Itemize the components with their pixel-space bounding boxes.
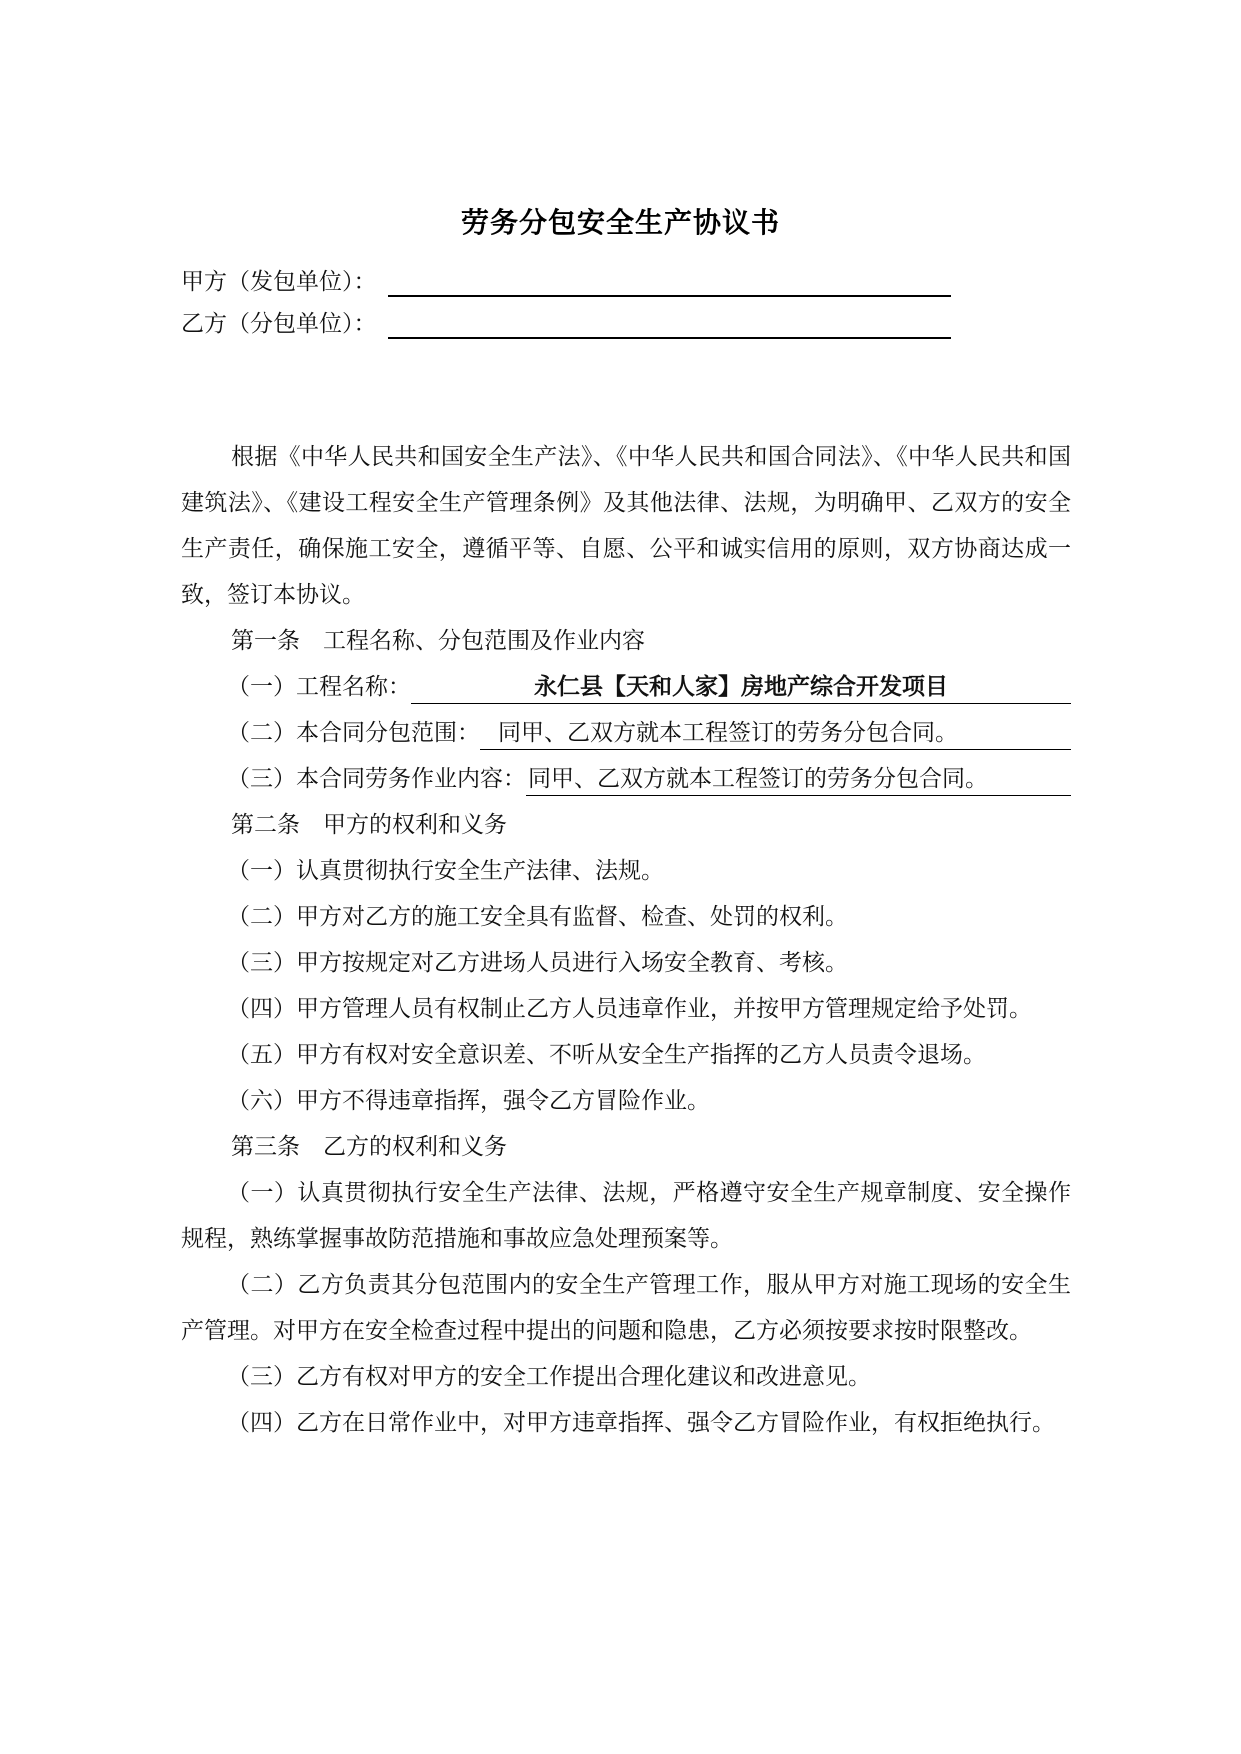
project-name-value: 永仁县【天和人家】房地产综合开发项目: [411, 671, 1071, 704]
article2-heading: 第二条 甲方的权利和义务: [231, 812, 507, 838]
document-title: 劳务分包安全生产协议书: [460, 206, 780, 239]
article2-item: （四）甲方管理人员有权制止乙方人员违章作业，并按甲方管理规定给予处罚。: [227, 996, 1032, 1022]
article3-item: （二）乙方负责其分包范围内的安全生产管理工作，服从甲方对施工现场的安全生产管理。对甲方在安全检查过程中提出的问题和隐患，乙方必须按要求按时限整改。: [181, 1272, 1071, 1344]
party-a-label: 甲方（发包单位）：: [181, 269, 377, 295]
party-a-blank: [388, 265, 951, 297]
party-a-line: [181, 265, 377, 299]
article1-heading: 第一条 工程名称、分包范围及作业内容: [231, 628, 645, 654]
article2-item: （三）甲方按规定对乙方进场人员进行入场安全教育、考核。: [227, 950, 848, 976]
project-name-field: [181, 664, 1071, 710]
project-name-label: （一）工程名称：: [227, 674, 411, 700]
article2-item: （六）甲方不得违章指挥，强令乙方冒险作业。: [227, 1088, 710, 1114]
article2-item: （一）认真贯彻执行安全生产法律、法规。: [227, 858, 664, 884]
article3-heading: 第三条 乙方的权利和义务: [231, 1134, 507, 1160]
party-b-blank: [388, 307, 951, 339]
article2-item: （五）甲方有权对安全意识差、不听从安全生产指挥的乙方人员责令退场。: [227, 1042, 986, 1068]
party-b-label: 乙方（分包单位）：: [181, 311, 377, 337]
scope-field: [181, 710, 1071, 756]
work-content-value: 同甲、乙双方就本工程签订的劳务分包合同。: [526, 763, 1071, 796]
work-content-field: [181, 756, 1071, 802]
scope-label: （二）本合同分包范围：: [227, 720, 480, 746]
party-b-line: [181, 307, 377, 341]
article3-item: （四）乙方在日常作业中，对甲方违章指挥、强令乙方冒险作业，有权拒绝执行。: [227, 1410, 1055, 1436]
scope-value: 同甲、乙双方就本工程签订的劳务分包合同。: [480, 717, 1071, 750]
article3-item: （一）认真贯彻执行安全生产法律、法规，严格遵守安全生产规章制度、安全操作规程，熟练掌握事故防范措施和事故应急处理预案等。: [181, 1180, 1071, 1252]
article2-item: （二）甲方对乙方的施工安全具有监督、检查、处罚的权利。: [227, 904, 848, 930]
agreement-body: [181, 434, 1071, 1446]
preamble-paragraph: 根据《中华人民共和国安全生产法》、《中华人民共和国合同法》、《中华人民共和国建筑法》、《建设工程安全生产管理条例》及其他法律、法规，为明确甲、乙双方的安全生产责任，确保施工安全，遵循平等、自愿、公平和诚实信用的原则，双方协商达成一致，签订本协议。: [181, 444, 1071, 608]
article3-item: （三）乙方有权对甲方的安全工作提出合理化建议和改进意见。: [227, 1364, 871, 1390]
work-content-label: （三）本合同劳务作业内容：: [227, 766, 526, 792]
